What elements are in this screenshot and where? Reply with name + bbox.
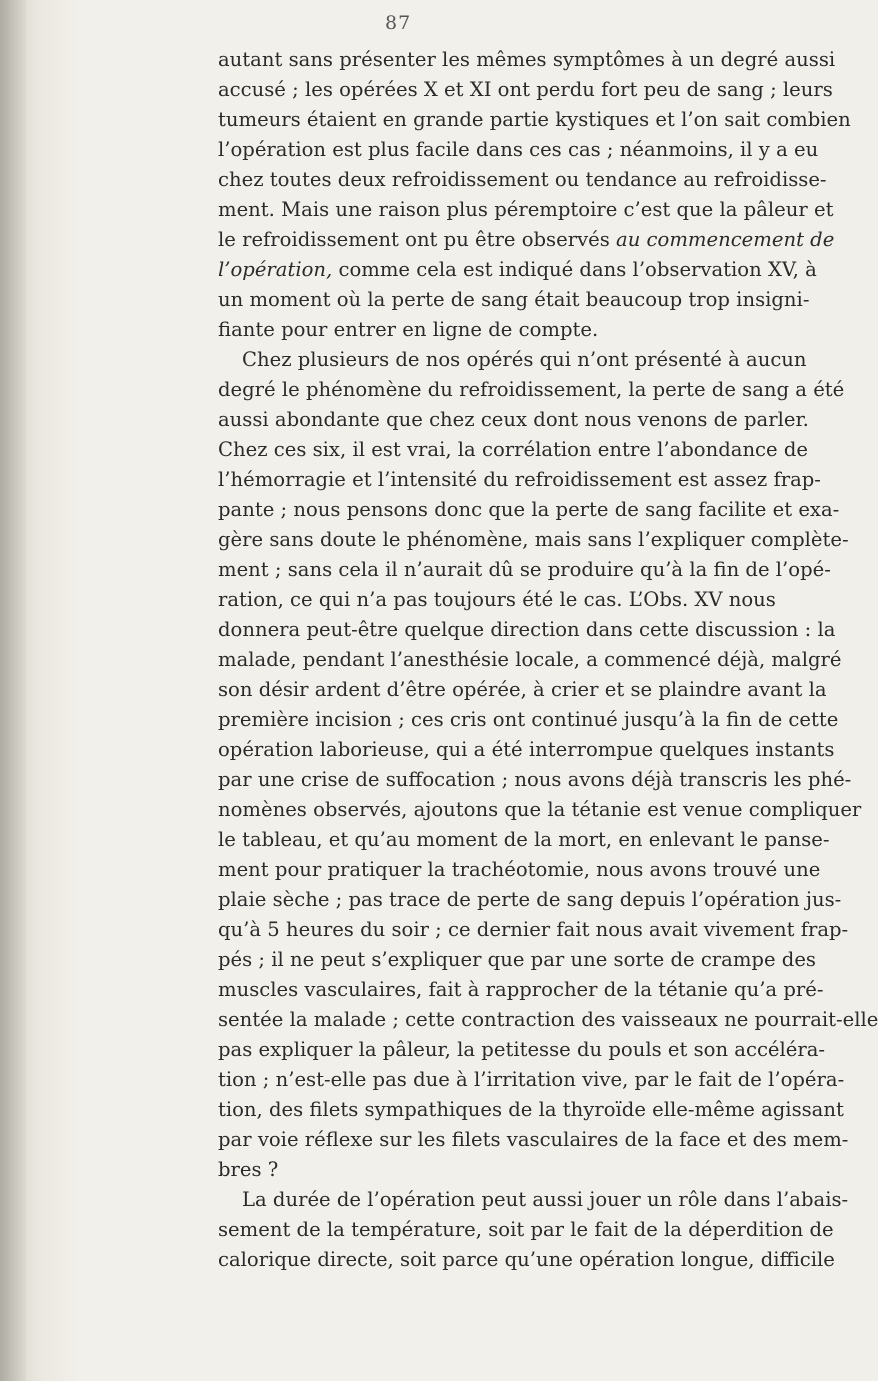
text-line: l’opération est plus facile dans ces cas ; néanmoins, il y a eu — [218, 138, 819, 161]
text-line: tion, des filets sympathiques de la thyroïde elle-même agissant — [218, 1098, 844, 1121]
text-line: malade, pendant l’anesthésie locale, a commencé déjà, malgré — [218, 648, 842, 671]
text-line: par une crise de suffocation ; nous avons déjà transcris les phé- — [218, 768, 852, 791]
text-line: première incision ; ces cris ont continué jusqu’à la fin de cette — [218, 708, 839, 731]
text-line: tion ; n’est-elle pas due à l’irritation vive, par le fait de l’opéra- — [218, 1068, 845, 1091]
text-line-italic: au commencement de — [616, 228, 835, 251]
text-line: bres ? — [218, 1158, 279, 1181]
text-line: sement de la température, soit par le fait de la déperdition de — [218, 1218, 834, 1241]
text-line: donnera peut-être quelque direction dans cette discussion : la — [218, 618, 836, 641]
text-line: un moment où la perte de sang était beaucoup trop insigni- — [218, 288, 810, 311]
text-line: opération laborieuse, qui a été interrompue quelques instants — [218, 738, 835, 761]
text-line-italic: l’opération, — [218, 258, 333, 281]
text-line: degré le phénomène du refroidissement, la perte de sang a été — [218, 378, 845, 401]
text-line-roman: comme cela est indiqué dans l’observation XV, à — [332, 258, 817, 281]
text-line: Chez ces six, il est vrai, la corrélation entre l’abondance de — [218, 438, 808, 461]
text-line: ment pour pratiquer la trachéotomie, nous avons trouvé une — [218, 858, 821, 881]
text-line: Chez plusieurs de nos opérés qui n’ont présenté à aucun — [242, 348, 807, 371]
text-line: pés ; il ne peut s’expliquer que par une sorte de crampe des — [218, 948, 816, 971]
body-text — [218, 45, 878, 1275]
text-line: par voie réflexe sur les filets vasculaires de la face et des mem- — [218, 1128, 849, 1151]
text-line: nomènes observés, ajoutons que la tétanie est venue compliquer — [218, 798, 862, 821]
text-line: pas expliquer la pâleur, la petitesse du pouls et son accéléra- — [218, 1038, 826, 1061]
page-binding-shadow — [0, 0, 26, 1381]
text-line: l’hémorragie et l’intensité du refroidissement est assez frap- — [218, 468, 821, 491]
text-line: calorique directe, soit parce qu’une opération longue, difficile — [218, 1248, 835, 1271]
text-line: gère sans doute le phénomène, mais sans l’expliquer complète- — [218, 528, 849, 551]
text-line: pante ; nous pensons donc que la perte de sang facilite et exa- — [218, 498, 840, 521]
text-line: ment. Mais une raison plus péremptoire c’est que la pâleur et — [218, 198, 834, 221]
text-line: qu’à 5 heures du soir ; ce dernier fait nous avait vivement frap- — [218, 918, 849, 941]
text-line: aussi abondante que chez ceux dont nous venons de parler. — [218, 408, 809, 431]
text-line: muscles vasculaires, fait à rapprocher de la tétanie qu’a pré- — [218, 978, 824, 1001]
text-line: fiante pour entrer en ligne de compte. — [218, 318, 599, 341]
text-line: tumeurs étaient en grande partie kystiques et l’on sait combien — [218, 108, 851, 131]
text-line: La durée de l’opération peut aussi jouer un rôle dans l’abais- — [242, 1188, 849, 1211]
text-line — [218, 255, 817, 285]
text-line: plaie sèche ; pas trace de perte de sang depuis l’opération jus- — [218, 888, 842, 911]
text-line — [218, 225, 835, 255]
page-number: 87 — [385, 12, 412, 34]
text-line: sentée la malade ; cette contraction des vaisseaux ne pourrait-elle — [218, 1008, 878, 1031]
text-line-roman: le refroidissement ont pu être observés — [218, 228, 617, 251]
text-line: le tableau, et qu’au moment de la mort, en enlevant le panse- — [218, 828, 830, 851]
text-line: ment ; sans cela il n’aurait dû se produire qu’à la fin de l’opé- — [218, 558, 831, 581]
text-line: accusé ; les opérées X et XI ont perdu fort peu de sang ; leurs — [218, 78, 833, 101]
text-line: ration, ce qui n’a pas toujours été le cas. L’Obs. XV nous — [218, 588, 776, 611]
text-line: son désir ardent d’être opérée, à crier et se plaindre avant la — [218, 678, 827, 701]
text-line: chez toutes deux refroidissement ou tendance au refroidisse- — [218, 168, 827, 191]
text-line: autant sans présenter les mêmes symptômes à un degré aussi — [218, 48, 836, 71]
